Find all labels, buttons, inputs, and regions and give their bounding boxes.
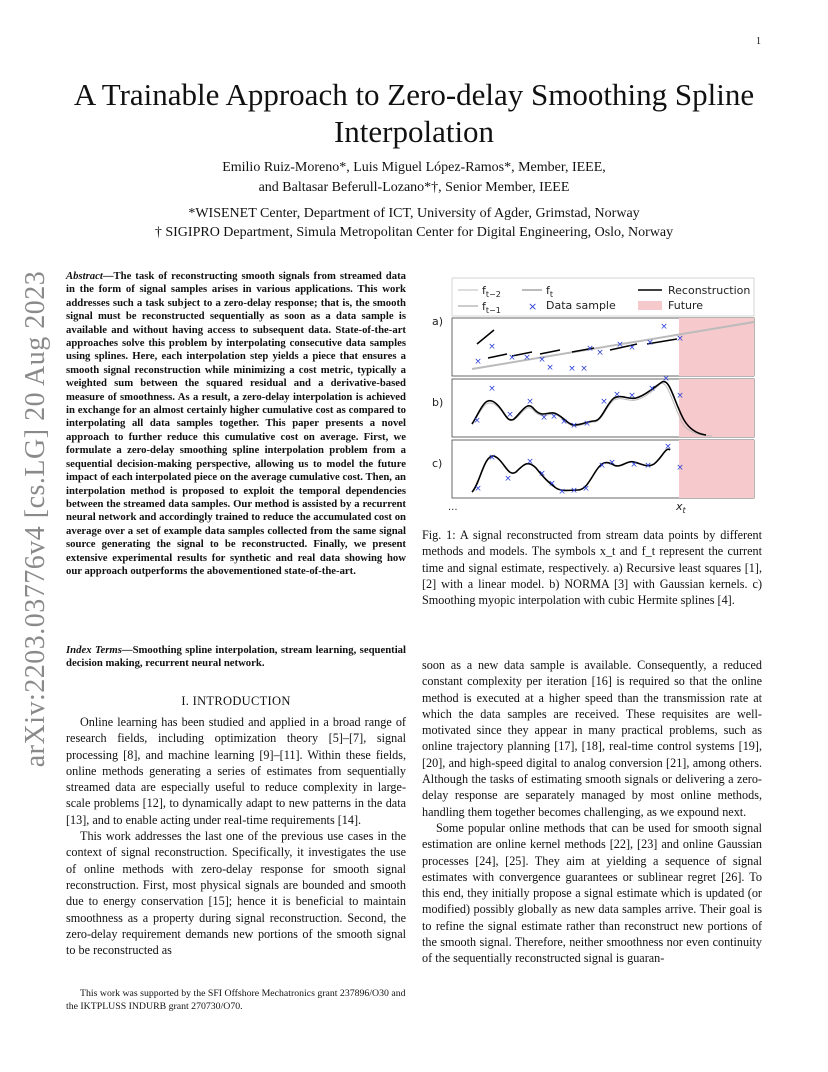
svg-text:×: × (526, 397, 534, 407)
svg-text:×: × (613, 390, 621, 400)
legend-future-swatch (638, 301, 662, 310)
arxiv-watermark (10, 270, 62, 768)
footnote (66, 988, 406, 1013)
svg-text:×: × (676, 334, 684, 344)
svg-text:×: × (628, 391, 636, 401)
svg-text:×: × (546, 363, 554, 373)
figure-caption: Fig. 1: A signal reconstructed from stream data points by different methods and models. The symbols x_t and f_t represent the current time and signal estimate, respectively. a) Recursive least squares [1], [2] with a linear model. b) NORMA [3] with Gaussian kernels. c) Smoothing myopic interpolation with cubic Hermite splines [4]. (422, 528, 762, 608)
legend-sample-marker: × (528, 300, 538, 313)
svg-text:×: × (630, 460, 638, 470)
svg-text:×: × (570, 486, 578, 496)
panel-b (452, 374, 754, 437)
svg-text:×: × (608, 458, 616, 468)
affiliations (80, 204, 748, 242)
svg-text:×: × (473, 416, 481, 426)
svg-text:×: × (568, 364, 576, 374)
svg-text:×: × (648, 384, 656, 394)
svg-text:×: × (646, 338, 654, 348)
arxiv-id: arXiv:2203.03776v4 [cs.LG] 20 Aug 2023 (20, 270, 51, 768)
author-list (120, 158, 708, 198)
legend-ft-label: $f_t$ (546, 284, 554, 299)
svg-text:×: × (664, 442, 672, 452)
svg-text:×: × (538, 469, 546, 479)
affiliation-2: † SIGIPRO Department, Simula Metropolitan Center for Digital Engineering, Oslo, Norway (154, 225, 674, 240)
index-terms-text: —Smoothing spline interpolation, stream learning, sequential decision making, recurrent neural network. (66, 644, 406, 670)
paragraph: Online learning has been studied and applied in a broad range of research fields, including optimization theory [5]–[7], signal processing [8], and machine learning [9]–[11]. Within these fields, online methods generating a series of estimates from sequentially streamed data are especially useful to reduce complexity in large-scale problems [12], to dynamically adapt to new patterns in the data [13], and to enable acting under real-time requirements [14]. (66, 715, 406, 827)
legend-ftm1-label: $f_{t-1}$ (482, 300, 501, 315)
paragraph: This work addresses the last one of the previous use cases in the context of signal reconstruction. Specifically, it investigates the use of online methods with zero-delay response for smooth signal reconstruction. First, most physical signals are bounded and smooth due to energy conservation [15]; hence it is beneficial to maintain smoothness as a property during signal reconstruction. Second, the zero-delay requirement demands new portions of the smooth signal to be reconstructed as (66, 829, 406, 958)
svg-text:×: × (644, 461, 652, 471)
svg-text:×: × (508, 353, 516, 363)
svg-text:×: × (660, 322, 668, 332)
legend-ftm2-label: $f_{t-2}$ (482, 284, 501, 299)
svg-text:×: × (596, 348, 604, 358)
svg-text:×: × (570, 421, 578, 431)
page-number: 1 (756, 36, 761, 47)
svg-text:×: × (488, 453, 496, 463)
panel-label-b: b) (432, 396, 444, 409)
svg-text:×: × (600, 397, 608, 407)
panel-label-c: c) (432, 457, 443, 470)
svg-text:×: × (560, 417, 568, 427)
abstract (66, 270, 406, 578)
footnote-text: This work was supported by the SFI Offshore Mechatronics grant 237896/O30 and the IKTPLUSS INDURB grant 270730/O70. (66, 988, 406, 1012)
figure-1 (422, 274, 762, 518)
svg-text:×: × (550, 412, 558, 422)
legend-sample-label: Data sample (546, 299, 616, 312)
paper-title: A Trainable Approach to Zero-delay Smoothing Spline Interpolation (73, 77, 755, 149)
svg-text:×: × (488, 384, 496, 394)
affiliation-1: *WISENET Center, Department of ICT, University of Agder, Grimstad, Norway (188, 206, 640, 221)
panel-a (452, 318, 754, 376)
abstract-label: Abstract (66, 270, 103, 282)
svg-text:×: × (506, 410, 514, 420)
svg-text:×: × (474, 357, 482, 367)
svg-text:×: × (504, 474, 512, 484)
svg-text:×: × (676, 391, 684, 401)
author-line-2: and Baltasar Beferull-Lozano*†, Senior Member, IEEE (258, 180, 570, 195)
svg-text:×: × (583, 419, 591, 429)
svg-text:×: × (548, 479, 556, 489)
section-heading: I. INTRODUCTION (181, 694, 291, 708)
svg-text:×: × (676, 463, 684, 473)
svg-text:×: × (488, 342, 496, 352)
right-column-body (422, 657, 762, 967)
svg-text:×: × (526, 457, 534, 467)
x-start-label: ... (448, 502, 458, 513)
paragraph: Some popular online methods that can be used for smooth signal estimation are online kernel methods [22], [23] and online Gaussian processes [24], [25]. They aim at yielding a sequence of signal estimates with convergence guarantees or sublinear regret [26]. To this end, they initially propose a signal estimate which is updated (or modified) possibly globally as new data samples arrive. Their goal is to refine the signal estimate rather than reconstruct new portions of the smooth signal. Therefore, neither smoothness nor even continuity of the sequentially reconstructed signal is guaran- (422, 820, 762, 966)
svg-text:×: × (540, 413, 548, 423)
svg-text:×: × (586, 344, 594, 354)
index-terms-label: Index Terms (66, 644, 122, 656)
panel-c (452, 440, 754, 498)
legend-future-label: Future (668, 299, 704, 312)
svg-text:×: × (616, 340, 624, 350)
abstract-text: —The task of reconstructing smooth signals from streamed data in the form of signal samples arises in various applications. This work addresses such a task subject to a zero-delay response; that is, the smooth signal must be reconstructed sequentially as soon as a data sample is available and without having access to subsequent data. State-of-the-art approaches solve this problem by interpolating consecutive data samples using splines. Here, each interpolation step yields a piece that ensures a smooth signal reconstruction while minimizing a cost metric, typically a weighted sum between the squared residual and a derivative-based measure of smoothness. As a result, a zero-delay interpolation is achieved in exchange for an almost certainly higher cumulative cost as compared to interpolating all data samples together. This paper presents a novel approach to further reduce this cumulative cost on average. First, we formulate a zero-delay smoothing spline interpolation problem from a sequential decision-making perspective, allowing us to model the future impact of each interpolated piece on the average cumulative cost. Then, an interpolation method is proposed to exploit the temporal dependencies between the streamed data samples. Our method is assisted by a recurrent neural network and accordingly trained to reduce the accumulated cost on average over a set of example data samples collected from the same signal source generating the signal to be reconstructed. Finally, we present extensive experimental results for synthetic and real data showing how our approach outperforms the abovementioned state-of-the-art. (66, 270, 406, 577)
svg-text:×: × (580, 364, 588, 374)
x-t-label: $x_t$ (676, 500, 686, 515)
svg-text:×: × (662, 374, 670, 384)
legend-recon-label: Reconstruction (668, 284, 751, 297)
svg-text:×: × (582, 484, 590, 494)
svg-text:×: × (598, 461, 606, 471)
index-terms (66, 644, 406, 671)
svg-text:×: × (558, 487, 566, 497)
svg-text:×: × (474, 484, 482, 494)
left-column-body (66, 714, 406, 958)
svg-text:×: × (523, 353, 531, 363)
svg-text:×: × (628, 343, 636, 353)
svg-text:×: × (538, 355, 546, 365)
panel-label-a: a) (432, 315, 444, 328)
figure-svg (422, 274, 762, 518)
author-line-1: Emilio Ruiz-Moreno*, Luis Miguel López-Ramos*, Member, IEEE, (222, 160, 606, 175)
paragraph: soon as a new data sample is available. Consequently, a reduced constant complexity per iteration [16] is required so that the online method is executed at a higher speed than the transmission rate at which the data samples are received. These requisites are well-motivated since they appear in many practical problems, such as online trajectory planning [17], [18], real-time control systems [19], [20], and high-speed digital to analog conversion [21], among others. Although the tasks of estimating smooth signals or delivering a zero-delay response are separately managed by most online methods, handling them together becomes challenging, as we expound next. (422, 658, 762, 819)
